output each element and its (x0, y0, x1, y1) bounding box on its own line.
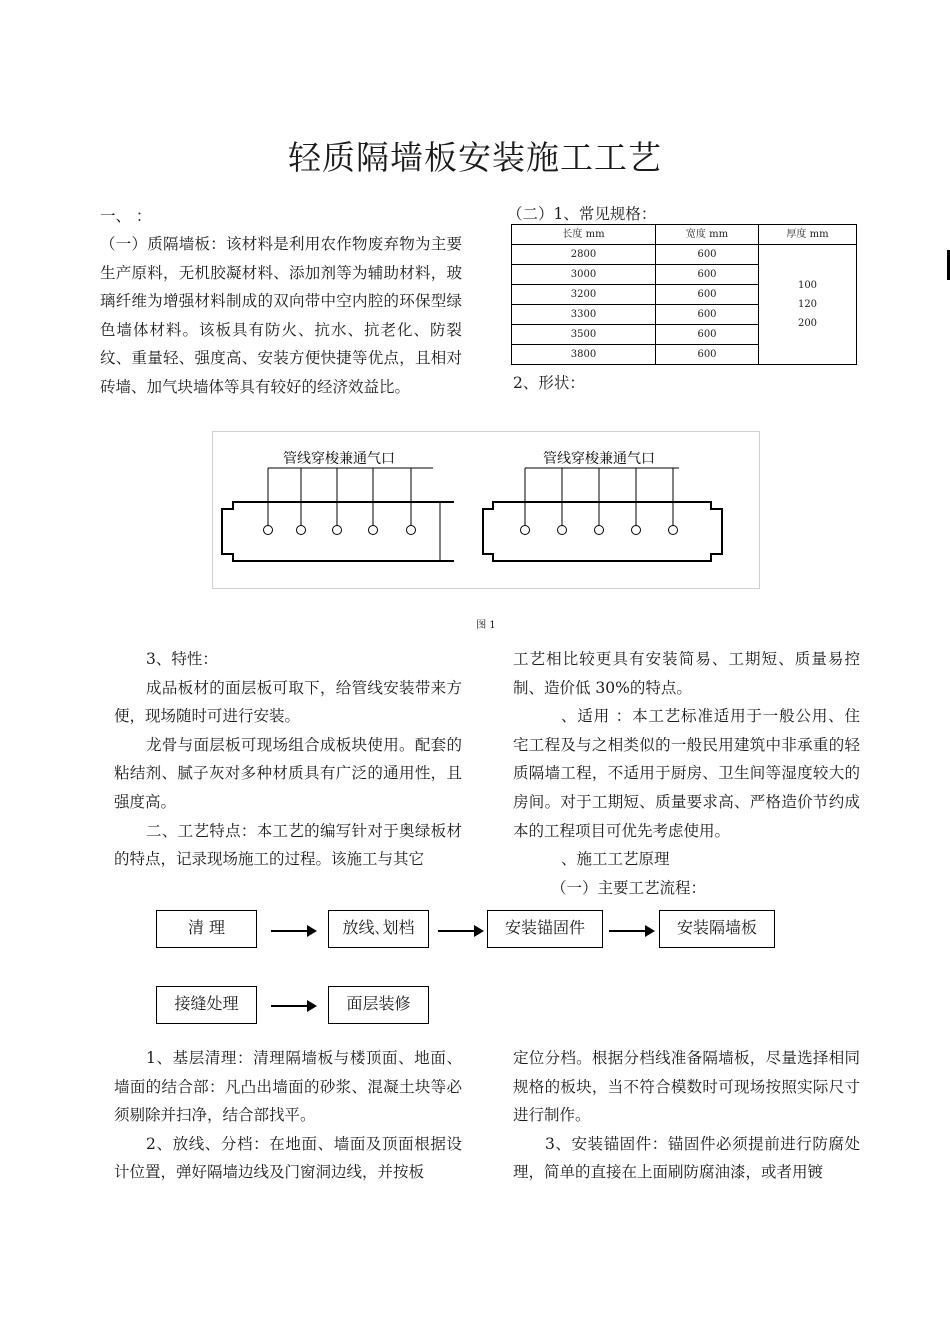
spec-header-thickness: 厚度 mm (759, 225, 857, 245)
flow-arrow-icon (271, 1005, 315, 1007)
flow-arrow-icon (271, 930, 315, 932)
page-title: 轻质隔墙板安装施工工艺 (288, 138, 662, 177)
spec-width-cell: 600 (656, 265, 759, 285)
spec-heading: （二）1、常见规格： (507, 205, 657, 223)
flow-step-joint: 接缝处理 (156, 986, 257, 1024)
bottom-left-column (114, 1044, 462, 1187)
section1-paragraph: （一）质隔墙板：该材料是利用农作物废弃物为主要生产原料，无机胶凝材料、添加剂等为辅助材料，玻璃纤维为增强材料制成的双向带中空内腔的环保型绿色墙体材料。该板具有防火、抗水、抗老化、防裂纹、重量轻、强度高、安装方便快捷等优点，且相对砖墙、加气块墙体等具有较好的经济效益比。 (100, 235, 462, 396)
spec-width-cell: 600 (656, 245, 759, 265)
vent-hole-icon (264, 526, 273, 535)
section1-heading: 一、 ： (100, 207, 152, 225)
characteristics-heading: 3、特性： (146, 650, 218, 668)
flow-step-anchor: 安装锚固件 (487, 910, 603, 948)
vent-hole-icon (521, 526, 530, 535)
spec-width-cell: 600 (656, 305, 759, 325)
step3-para: 3、安装锚固件：锚固件必须提前进行防腐处理，简单的直接在上面刷防腐油漆，或者用镀 (513, 1134, 860, 1182)
flow-heading: （一）主要工艺流程： (551, 878, 707, 897)
spec-length-cell: 3800 (512, 345, 656, 365)
process-features-para: 二、工艺特点：本工艺的编写针对于奥绿板材的特点，记录现场施工的过程。该施工与其它 (114, 821, 462, 869)
spec-length-cell: 3200 (512, 285, 656, 305)
spec-width-cell: 600 (656, 285, 759, 305)
spec-header-width: 宽度 mm (656, 225, 759, 245)
spec-length-cell: 3300 (512, 305, 656, 325)
spec-thickness-200: 200 (797, 318, 818, 329)
principle-heading: 、施工工艺原理 (561, 850, 670, 869)
spec-table (511, 224, 857, 365)
figure-caption: 图 1 (476, 620, 496, 631)
step1-para: 1、基层清理：清理隔墙板与楼顶面、地面、墙面的结合部：凡凸出墙面的砂浆、混凝土块等必须剔除并扫净，结合部找平。 (114, 1049, 462, 1125)
vent-hole-icon (333, 526, 342, 535)
figure-label-left: 管线穿梭兼通气口 (283, 451, 395, 467)
flow-step-layout: 放线､划档 (328, 910, 429, 948)
flow-step-install-panel: 安装隔墙板 (659, 910, 775, 948)
left-column (114, 645, 462, 874)
spec-length-cell: 3000 (512, 265, 656, 285)
spec-length-cell: 3500 (512, 325, 656, 345)
flow-step-finish: 面层装修 (328, 986, 429, 1024)
spec-width-cell: 600 (656, 325, 759, 345)
characteristics-para-1: 成品板材的面层板可取下，给管线安装带来方便，现场随时可进行安装。 (114, 678, 462, 726)
spec-thickness-100: 100 (797, 280, 818, 291)
panel-cross-section-figure (213, 432, 759, 588)
step2-para: 2、放线、分档：在地面、墙面及顶面根据设计位置，弹好隔墙边线及门窗洞边线，并按板 (114, 1134, 462, 1182)
vent-hole-icon (595, 526, 604, 535)
figure-frame (212, 431, 760, 589)
spec-thickness-120: 120 (797, 299, 818, 310)
vent-hole-icon (297, 526, 306, 535)
spec-thickness-cell (759, 245, 857, 365)
vent-hole-icon (632, 526, 641, 535)
shape-heading: 2、形状： (513, 374, 585, 392)
scope-para: 、适用 ：本工艺标准适用于一般公用、住宅工程及与之相类似的一般民用建筑中非承重的轻质隔墙工程，不适用于厨房、卫生间等湿度较大的房间。对于工期短、质量要求高、严格造价节约成本的工程项目可优先考虑使用。 (513, 707, 860, 840)
right-column (513, 645, 860, 902)
vent-hole-icon (669, 526, 678, 535)
flow-arrow-icon (438, 930, 482, 932)
step2-cont: 定位分档。根据分档线准备隔墙板，尽量选择相同规格的板块，当不符合模数时可现场按照实际尺寸进行制作。 (513, 1049, 860, 1125)
bottom-right-column (513, 1044, 860, 1187)
vent-hole-icon (407, 526, 416, 535)
left-panel-diagram (222, 468, 454, 561)
process-features-cont: 工艺相比较更具有安装简易、工期短、质量易控制、造价低 30%的特点。 (513, 650, 860, 697)
flow-step-clean: 清 理 (156, 910, 257, 948)
spec-width-cell: 600 (656, 345, 759, 365)
right-panel-diagram (483, 468, 722, 561)
characteristics-para-2: 龙骨与面层板可现场组合成板块使用。配套的粘结剂、腻子灰对多种材质具有广泛的通用性，且强度高。 (114, 735, 462, 811)
flow-arrow-icon (609, 930, 653, 932)
figure-label-right: 管线穿梭兼通气口 (543, 451, 655, 467)
spec-header-length: 长度 mm (512, 225, 656, 245)
vent-hole-icon (369, 526, 378, 535)
spec-length-cell: 2800 (512, 245, 656, 265)
vent-hole-icon (558, 526, 567, 535)
